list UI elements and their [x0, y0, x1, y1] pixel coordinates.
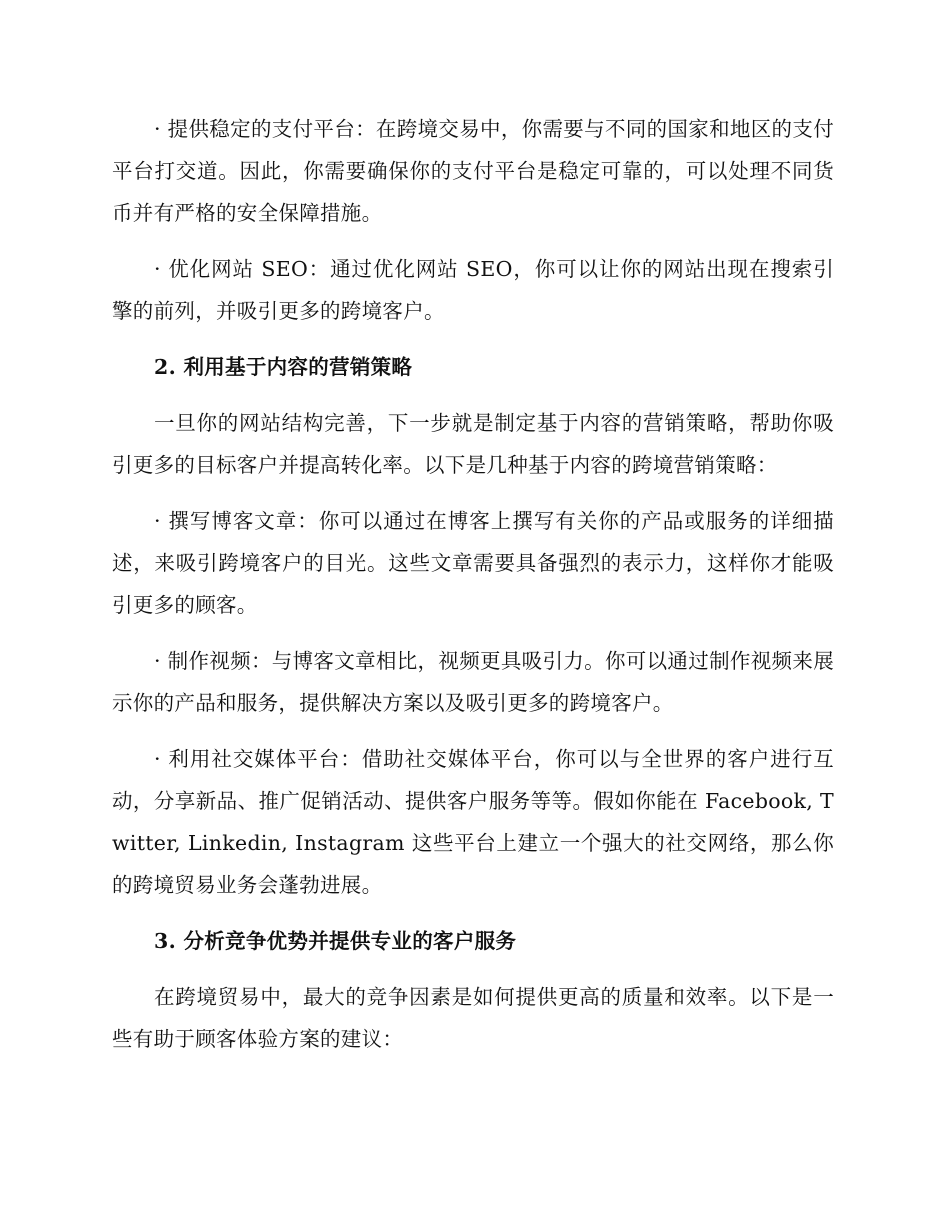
section-heading-content-marketing: 2. 利用基于内容的营销策略	[154, 355, 413, 379]
paragraph-blog-posts: · 撰写博客文章：你可以通过在博客上撰写有关你的产品或服务的详细描述，来吸引跨境客户的目光。这些文章需要具备强烈的表示力，这样你才能吸引更多的顾客。	[112, 509, 834, 617]
section-heading-competitive-advantage: 3. 分析竞争优势并提供专业的客户服务	[154, 929, 517, 953]
paragraph-content-marketing-intro: 一旦你的网站结构完善，下一步就是制定基于内容的营销策略，帮助你吸引更多的目标客户并提高转化率。以下是几种基于内容的跨境营销策略：	[112, 411, 834, 477]
paragraph-videos: · 制作视频：与博客文章相比，视频更具吸引力。你可以通过制作视频来展示你的产品和服务，提供解决方案以及吸引更多的跨境客户。	[112, 649, 834, 715]
paragraph-payment-platform: · 提供稳定的支付平台：在跨境交易中，你需要与不同的国家和地区的支付平台打交道。因此，你需要确保你的支付平台是稳定可靠的，可以处理不同货币并有严格的安全保障措施。	[112, 117, 834, 225]
paragraph-seo: · 优化网站 SEO：通过优化网站 SEO，你可以让你的网站出现在搜索引擎的前列，并吸引更多的跨境客户。	[112, 257, 834, 323]
paragraph-social-media: · 利用社交媒体平台：借助社交媒体平台，你可以与全世界的客户进行互动，分享新品、推广促销活动、提供客户服务等等。假如你能在 Facebook, Twitter, Linkedin, Instagram 这些平台上建立一个强大的社交网络，那么你的跨境贸易业务会蓬勃进展。	[112, 747, 834, 897]
paragraph-customer-experience-intro: 在跨境贸易中，最大的竞争因素是如何提供更高的质量和效率。以下是一些有助于顾客体验方案的建议：	[112, 985, 834, 1051]
document-body	[112, 108, 834, 1074]
